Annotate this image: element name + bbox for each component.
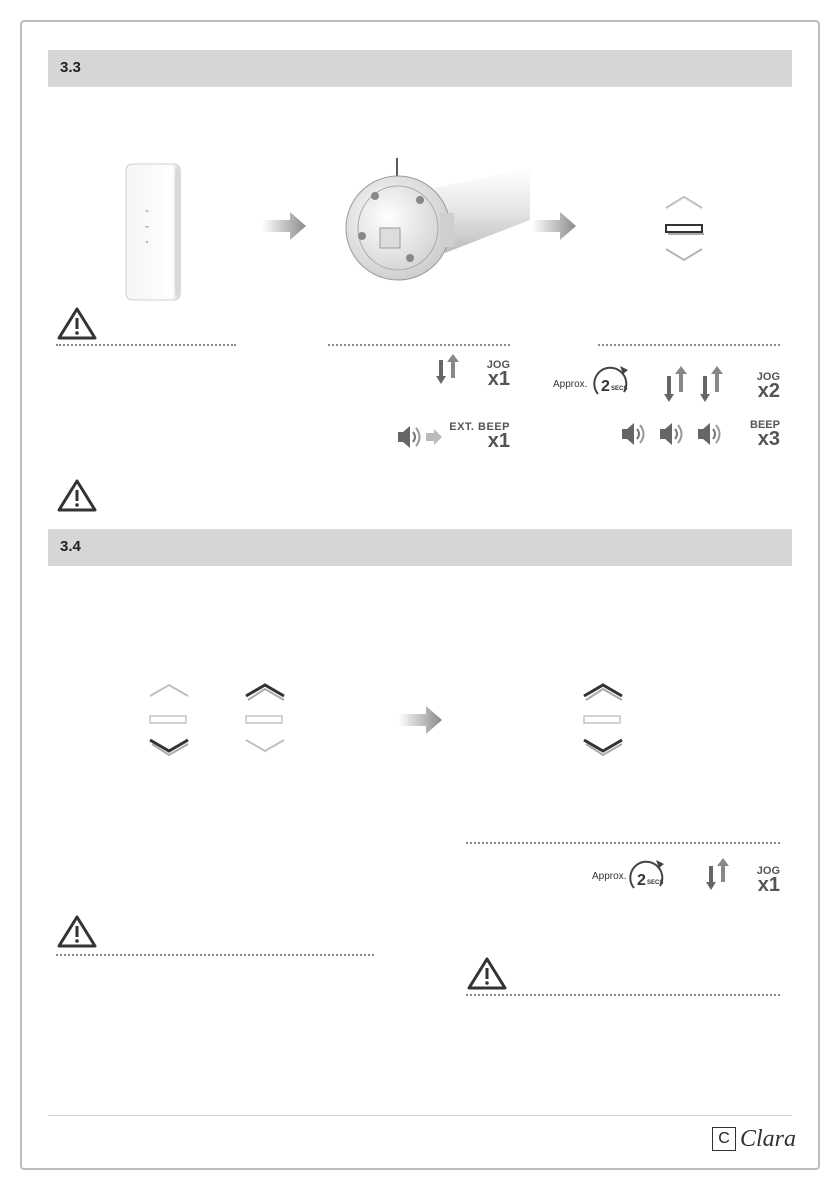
timer-secs: SECS [647,880,664,886]
section-header-3-3 [48,50,792,87]
divider [598,344,780,346]
remote-buttons-up-pressed-icon [242,680,288,762]
right-arrow-icon [262,212,308,240]
timer-icon [590,362,634,402]
approx-label: Approx. [553,379,588,390]
up-down-arrows-icon [436,352,460,388]
ext-beep-x1-label [444,422,510,451]
speaker-triple-icon [620,420,730,448]
right-arrow-icon [532,212,578,240]
warning-icon [56,914,98,948]
x3-text: x3 [757,428,780,450]
up-down-arrows-icon [706,856,730,894]
divider [56,954,374,956]
right-arrow-icon [398,706,444,734]
beep-x3-label [738,420,780,449]
remote-control-image [118,160,190,305]
approx-label: Approx. [592,871,627,882]
speaker-icon [396,424,444,450]
x1-text: x1 [487,368,510,390]
brand-logo-text: Clara [740,1126,797,1152]
jog-text: JOG [756,371,780,383]
section-number: 3.4 [60,538,81,555]
jog-x2-label [744,372,780,401]
remote-buttons-down-pressed-icon [146,680,192,762]
beep-text: BEEP [750,419,780,431]
divider [466,842,780,844]
jog-text: JOG [486,359,510,371]
section-header-3-4 [48,529,792,566]
x1-text: x1 [757,874,780,896]
footer-divider [48,1115,792,1116]
jog-text: JOG [756,865,780,877]
ext-beep-text: EXT. BEEP [449,421,510,433]
x2-text: x2 [757,380,780,402]
speaker-icon [698,423,720,445]
warning-icon [56,478,98,512]
x1-text: x1 [487,430,510,452]
divider [56,344,236,346]
remote-buttons-up-down-pressed-icon [580,680,626,762]
brand-logo-mark: C [712,1127,736,1151]
jog-x1-label [744,866,780,895]
remote-buttons-icon [660,192,710,264]
timer-two: 2 [637,872,646,889]
tubular-motor-image [340,158,530,288]
timer-secs: SECS [611,386,628,392]
warning-icon [466,956,508,990]
divider [328,344,510,346]
section-number: 3.3 [60,59,81,76]
up-down-arrows-icon [664,364,688,406]
warning-icon [56,306,98,340]
divider [466,994,780,996]
timer-icon [626,856,670,896]
speaker-icon [622,423,644,445]
speaker-icon [660,423,682,445]
jog-x1-label [474,360,510,389]
timer-two: 2 [601,378,610,395]
up-down-arrows-icon [700,364,724,406]
